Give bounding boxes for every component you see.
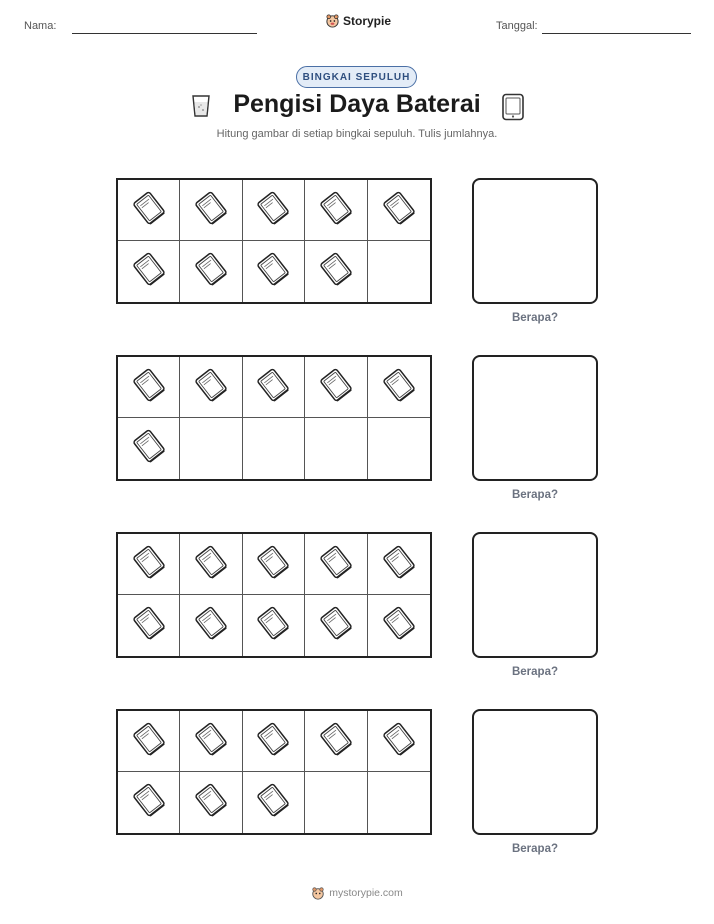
frame-cell bbox=[180, 534, 242, 595]
frame-cell bbox=[180, 711, 242, 772]
tablet-icon bbox=[189, 544, 233, 585]
frame-cell bbox=[305, 711, 367, 772]
tablet-icon bbox=[189, 367, 233, 408]
frame-cell bbox=[118, 241, 180, 302]
storypie-mascot-icon bbox=[325, 13, 340, 28]
page-title: Pengisi Daya Baterai bbox=[233, 90, 481, 118]
tablet-icon bbox=[127, 190, 171, 231]
frame-cell bbox=[305, 595, 367, 656]
answer-box-4[interactable] bbox=[472, 709, 598, 835]
frame-cell bbox=[368, 241, 430, 302]
instructions: Hitung gambar di setiap bingkai sepuluh. Tulis jumlahnya. bbox=[216, 128, 498, 140]
tablet-icon bbox=[127, 544, 171, 585]
tablet-icon bbox=[189, 190, 233, 231]
date-line[interactable] bbox=[542, 33, 691, 34]
frame-cell bbox=[368, 595, 430, 656]
frame-cell bbox=[305, 241, 367, 302]
date-label: Tanggal: bbox=[496, 20, 538, 32]
tablet-icon bbox=[251, 544, 295, 585]
frame-cell bbox=[180, 357, 242, 418]
frame-cell bbox=[180, 595, 242, 656]
frame-cell bbox=[305, 418, 367, 479]
ten-frame-4 bbox=[116, 709, 432, 835]
frame-cell bbox=[180, 772, 242, 833]
frame-cell bbox=[118, 772, 180, 833]
frame-cell bbox=[118, 418, 180, 479]
frame-cell bbox=[180, 418, 242, 479]
answer-box-1[interactable] bbox=[472, 178, 598, 304]
tablet-icon bbox=[127, 428, 171, 469]
tablet-icon bbox=[377, 544, 421, 585]
tablet-icon bbox=[377, 190, 421, 231]
ten-frame-1 bbox=[116, 178, 432, 304]
storypie-mascot-icon bbox=[311, 886, 325, 900]
tablet-icon bbox=[127, 721, 171, 762]
tablet-icon bbox=[314, 190, 358, 231]
frame-cell bbox=[243, 180, 305, 241]
frame-cell bbox=[305, 772, 367, 833]
frame-cell bbox=[118, 711, 180, 772]
tablet-icon bbox=[377, 605, 421, 646]
name-line[interactable] bbox=[72, 33, 257, 34]
frame-cell bbox=[368, 357, 430, 418]
frame-cell bbox=[243, 711, 305, 772]
name-label: Nama: bbox=[24, 20, 57, 32]
tablet-icon bbox=[314, 367, 358, 408]
frame-cell bbox=[180, 241, 242, 302]
tablet-icon bbox=[127, 367, 171, 408]
answer-box-3[interactable] bbox=[472, 532, 598, 658]
tablet-icon bbox=[314, 721, 358, 762]
answer-label-4: Berapa? bbox=[511, 843, 559, 855]
tablet-icon bbox=[251, 782, 295, 823]
footer bbox=[0, 886, 714, 900]
brand-logo bbox=[325, 13, 391, 28]
frame-cell bbox=[305, 180, 367, 241]
frame-cell bbox=[368, 418, 430, 479]
footer-url: mystorypie.com bbox=[329, 887, 403, 899]
frame-cell bbox=[243, 534, 305, 595]
answer-box-2[interactable] bbox=[472, 355, 598, 481]
tablet-icon bbox=[251, 190, 295, 231]
frame-cell bbox=[118, 180, 180, 241]
frame-cell bbox=[243, 418, 305, 479]
frame-cell bbox=[180, 180, 242, 241]
tablet-icon bbox=[251, 367, 295, 408]
tablet-icon bbox=[251, 251, 295, 292]
frame-cell bbox=[305, 357, 367, 418]
frame-cell bbox=[243, 595, 305, 656]
tablet-icon bbox=[314, 605, 358, 646]
frame-cell bbox=[368, 534, 430, 595]
answer-label-3: Berapa? bbox=[511, 666, 559, 678]
frame-cell bbox=[243, 241, 305, 302]
tablet-icon bbox=[189, 721, 233, 762]
frame-cell bbox=[118, 534, 180, 595]
tablet-icon bbox=[314, 251, 358, 292]
tablet-icon bbox=[251, 605, 295, 646]
ten-frame-2 bbox=[116, 355, 432, 481]
frame-cell bbox=[305, 534, 367, 595]
tablet-icon bbox=[189, 782, 233, 823]
answer-label-2: Berapa? bbox=[511, 489, 559, 501]
frame-cell bbox=[118, 595, 180, 656]
frame-cell bbox=[118, 357, 180, 418]
tablet-icon bbox=[127, 251, 171, 292]
frame-cell bbox=[368, 711, 430, 772]
frame-cell bbox=[243, 772, 305, 833]
tablet-icon bbox=[251, 721, 295, 762]
tablet-icon bbox=[189, 605, 233, 646]
answer-label-1: Berapa? bbox=[511, 312, 559, 324]
frame-cell bbox=[368, 772, 430, 833]
brand-name: Storypie bbox=[343, 13, 392, 28]
frame-cell bbox=[243, 357, 305, 418]
tablet-icon bbox=[377, 367, 421, 408]
tablet-icon bbox=[127, 605, 171, 646]
category-badge: BINGKAI SEPULUH bbox=[296, 66, 417, 88]
frame-cell bbox=[368, 180, 430, 241]
tablet-icon bbox=[189, 251, 233, 292]
tablet-icon bbox=[314, 544, 358, 585]
tablet-icon bbox=[377, 721, 421, 762]
tablet-icon bbox=[501, 93, 525, 121]
tablet-icon bbox=[127, 782, 171, 823]
ten-frame-3 bbox=[116, 532, 432, 658]
